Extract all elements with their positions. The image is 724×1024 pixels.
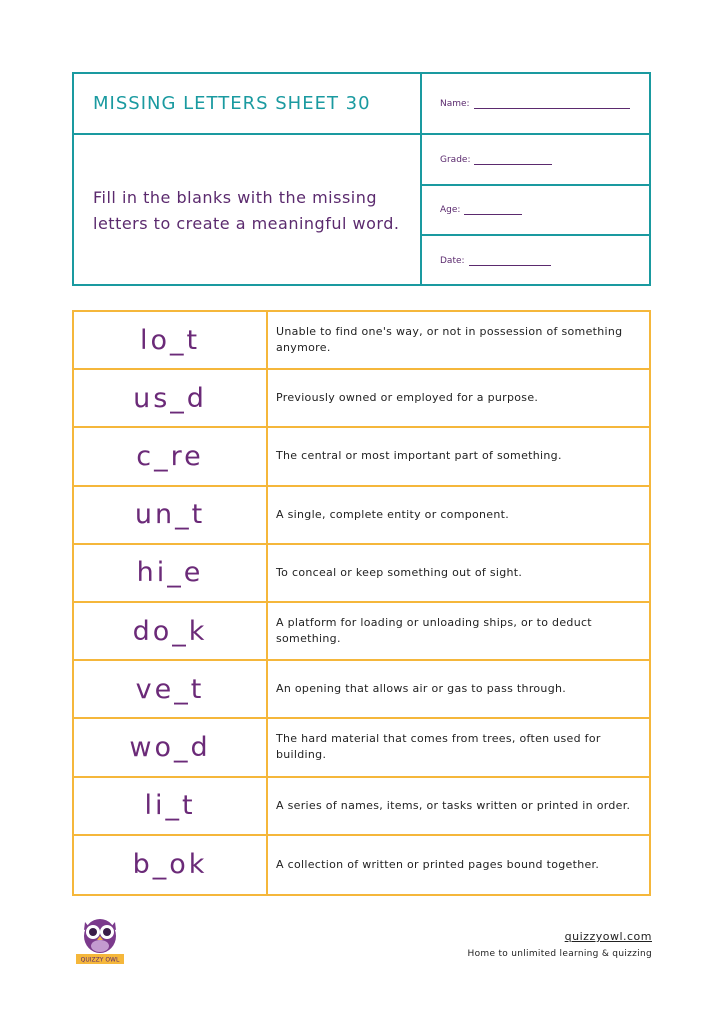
word-definition: A platform for loading or unloading ships, or to deduct something. (276, 616, 592, 646)
date-blank-line[interactable] (469, 256, 551, 266)
name-label: Name: (440, 98, 470, 109)
grade-field[interactable] (422, 135, 649, 186)
word-definition: Previously owned or employed for a purpose. (276, 391, 539, 405)
instructions: Fill in the blanks with the missing letters to create a meaningful word. (74, 135, 422, 286)
age-blank-line[interactable] (464, 205, 522, 215)
date-field[interactable] (422, 236, 649, 286)
missing-letter-word[interactable]: do_k (74, 603, 268, 659)
missing-letter-word[interactable]: c_re (74, 428, 268, 484)
quizzy-owl-logo-icon (76, 914, 124, 964)
name-field[interactable] (422, 74, 649, 135)
missing-letter-word[interactable]: ve_t (74, 661, 268, 717)
table-row (74, 719, 649, 777)
word-definition: A collection of written or printed pages bound together. (276, 857, 600, 871)
grade-label: Grade: (440, 154, 471, 165)
table-row (74, 312, 649, 370)
missing-letter-word[interactable]: un_t (74, 487, 268, 543)
grade-blank-line[interactable] (474, 155, 552, 165)
missing-letter-word[interactable]: b_ok (74, 836, 268, 894)
word-table (72, 310, 651, 896)
table-row (74, 428, 649, 486)
missing-letter-word[interactable]: li_t (74, 778, 268, 834)
word-definition: Unable to find one's way, or not in possession of something anymore. (276, 325, 623, 355)
table-row (74, 487, 649, 545)
age-field[interactable] (422, 186, 649, 236)
tagline: Home to unlimited learning & quizzing (467, 949, 652, 959)
site-link[interactable]: quizzyowl.com (564, 930, 652, 943)
word-definition: A series of names, items, or tasks written or printed in order. (276, 798, 631, 812)
missing-letter-word[interactable]: us_d (74, 370, 268, 426)
word-definition: To conceal or keep something out of sight. (276, 565, 523, 579)
word-definition: The central or most important part of something. (276, 449, 562, 463)
missing-letter-word[interactable]: hi_e (74, 545, 268, 601)
age-label: Age: (440, 205, 461, 215)
missing-letter-word[interactable]: lo_t (74, 312, 268, 368)
word-definition: The hard material that comes from trees, often used for building. (276, 732, 601, 762)
table-row (74, 603, 649, 661)
worksheet-title: MISSING LETTERS SHEET 30 (74, 74, 422, 135)
svg-text:QUIZZY OWL: QUIZZY OWL (80, 956, 120, 964)
date-label: Date: (440, 256, 465, 266)
name-blank-line[interactable] (474, 99, 630, 109)
word-definition: A single, complete entity or component. (276, 507, 510, 521)
table-row (74, 778, 649, 836)
missing-letter-word[interactable]: wo_d (74, 719, 268, 775)
table-row (74, 661, 649, 719)
word-definition: An opening that allows air or gas to pass through. (276, 682, 567, 696)
table-row (74, 545, 649, 603)
table-row (74, 836, 649, 894)
table-row (74, 370, 649, 428)
worksheet-header (72, 72, 651, 286)
footer (468, 930, 653, 959)
